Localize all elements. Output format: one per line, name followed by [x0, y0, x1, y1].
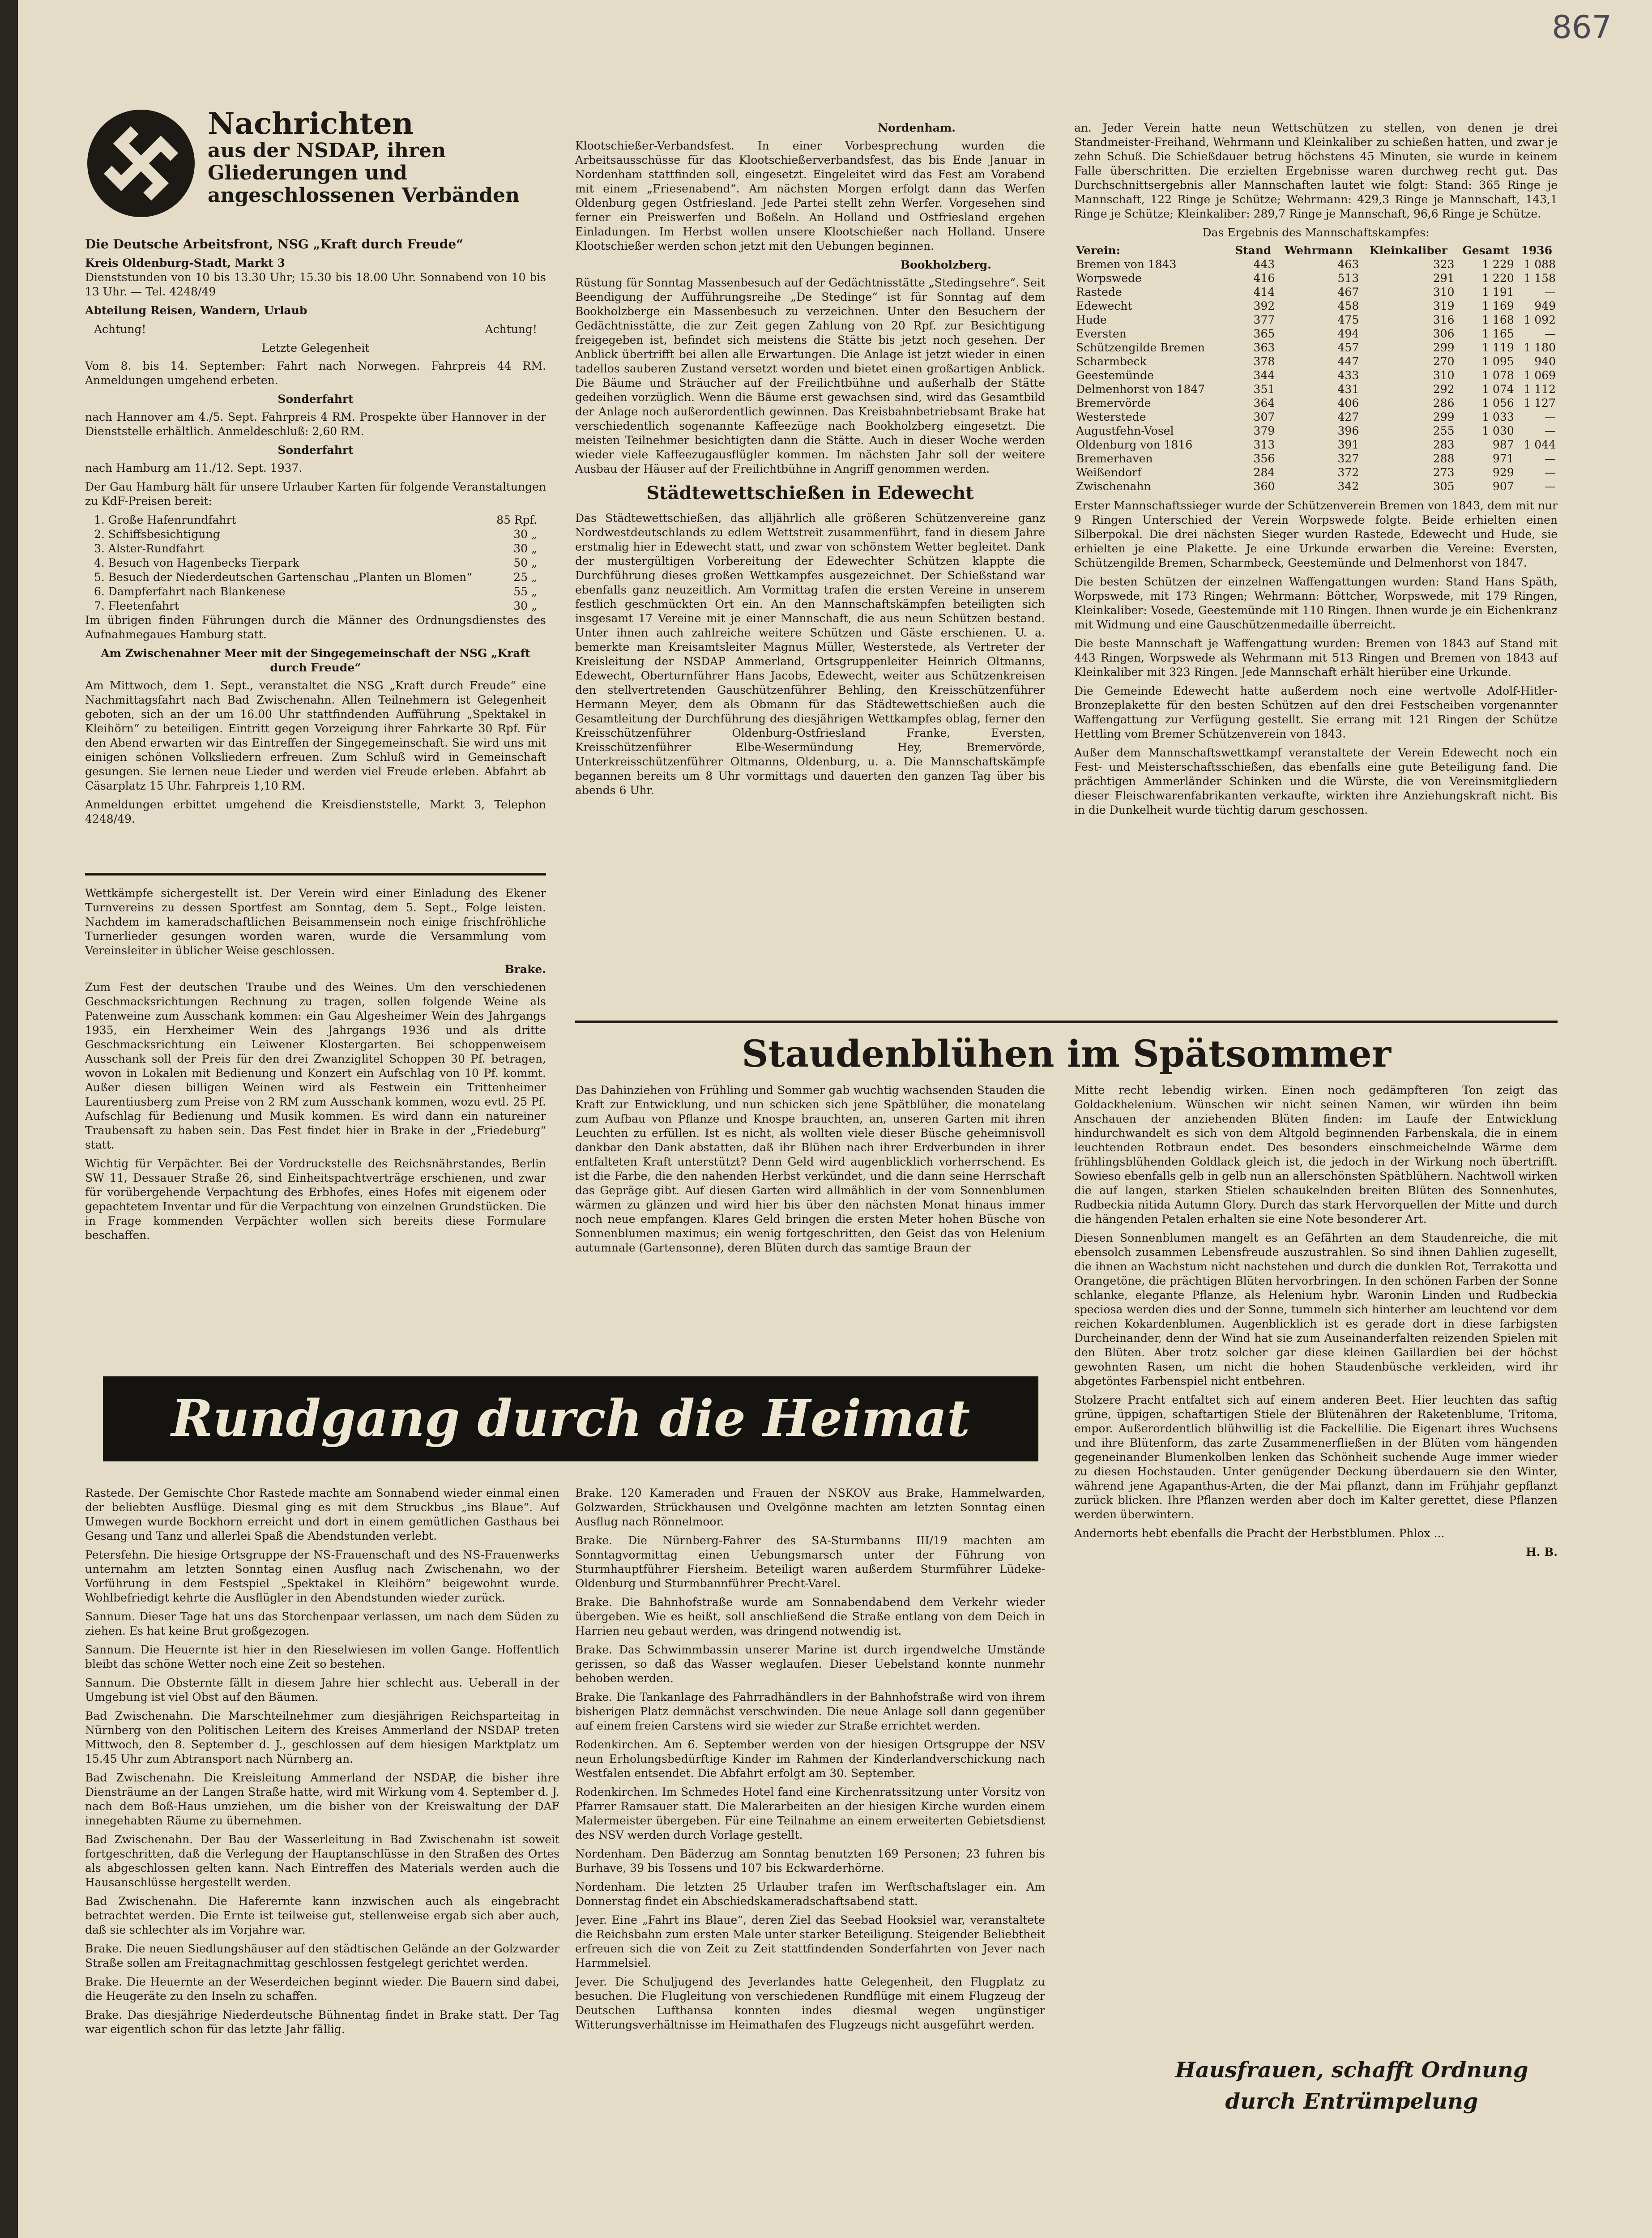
table-cell: 273	[1433, 466, 1455, 479]
table-cell: 427	[1337, 410, 1359, 423]
table-row	[1074, 313, 1558, 327]
table-cell: 255	[1433, 424, 1455, 437]
table-cell: 378	[1253, 355, 1275, 368]
table-cell: 299	[1433, 341, 1455, 354]
table-cell: 360	[1253, 480, 1275, 493]
table-cell: 414	[1253, 286, 1275, 299]
nsdap-title: Nachrichten	[208, 107, 414, 141]
table-cell: 1 229	[1482, 258, 1514, 271]
table-cell: 286	[1433, 397, 1455, 410]
table-row	[1074, 257, 1558, 271]
list-item: 7. Fleetenfahrt 30 „	[94, 599, 537, 612]
table-cell: Westerstede	[1076, 410, 1146, 423]
banner-title: Rundgang durch die Heimat	[171, 1389, 970, 1448]
table-row	[1074, 382, 1558, 396]
hannover-trip: nach Hannover am 4./5. Sept. Fahrpreis 4 RM. Prospekte über Hannover in der Dienststelle erhältlich. Anmeldeschluß: 2,60 RM.	[85, 410, 546, 438]
table-cell: Weißendorf	[1076, 466, 1142, 479]
table-row	[1074, 341, 1558, 354]
anmeldung: Anmeldungen erbittet umgehend die Kreisdienststelle, Markt 3, Telephon 4248/49.	[85, 798, 546, 825]
table-cell: 288	[1433, 452, 1455, 465]
table-cell: 1 092	[1524, 313, 1556, 326]
column-header: 1936	[1521, 244, 1553, 257]
table-cell: 392	[1253, 299, 1275, 312]
news-item: Brake. Die Bahnhofstraße wurde am Sonnabendabend dem Verkehr wieder übergeben. Wie es heißt, soll anschließend die Straße entlang von dem Deich in Harrien neu gebaut werden, was dringend notwendig ist.	[575, 1596, 1045, 1637]
table-cell: Geestemünde	[1076, 369, 1154, 382]
column-header: Kleinkaliber	[1369, 244, 1447, 257]
dateline: Bookholzberg.	[900, 258, 991, 271]
table-cell: 1 033	[1482, 410, 1514, 423]
kreis-heading: Kreis Oldenburg-Stadt, Markt 3	[85, 256, 285, 269]
table-cell: Hude	[1076, 313, 1107, 326]
stauden-column-1	[575, 1083, 1045, 1370]
table-cell: 307	[1253, 410, 1275, 423]
table-header-row	[1074, 243, 1558, 257]
news-item: Brake. Die Nürnberg-Fahrer des SA-Sturmbanns III/19 machten am Sonntagvormittag einen Uebungsmarsch unter der Führung von Sturmhauptführer Fiersheim. Beteiligt waren außerdem Sturmführer Lüdeke-Oldenburg und Sturmbannführer Precht-Varel.	[575, 1534, 1045, 1590]
traube-text: Zum Fest der deutschen Traube und des Weines. Um den verschiedenen Geschmacksrichtungen Rechnung zu tragen, sollen folgende Weine als Patenweine zum Ausschank kommen: ein Gau Algesheimer Wein des Jahrgangs 1935, ein Herxheimer Wein des Jahrgangs 1936 und als dritte Geschmacksrichtung ein Leiwener Klostergarten. Bei schoppenweisem Ausschank soll der Preis für den drei Zwanziglitel Schoppen 30 Pf. betragen, wovon in Lokalen mit Bedienung und Konzert ein Aufschlag von 10 Pf. kommt. Außer diesen billigen Weinen wird als Festwein ein Trittenheimer Laurentiusberg zum Preise von 2 RM zum Ausschank kommen, wozu evtl. 25 Pf. Aufschlag für Bedienung und Musik kommen. Es wird dann ein natureiner Traubensaft zu haben sein. Das Fest findet hier in Brake in der „Friedeburg“ statt.	[85, 981, 546, 1151]
table-row	[1074, 466, 1558, 479]
news-item: Jever. Die Schuljugend des Jeverlandes hatte Gelegenheit, den Flugplatz zu besuchen. Die Flugleitung von verschiedenen Rundflüge mit einem Flugzeug der Deutschen Lufthansa konnten indes diesmal wegen ungünstiger Witterungsverhältnisse im Heimathafen des Flugzeugs nicht ausgeführt werden.	[575, 1975, 1045, 2031]
column-header: Verein:	[1076, 244, 1120, 257]
table-row	[1074, 479, 1558, 493]
news-item: Rodenkirchen. Am 6. September werden von der hiesigen Ortsgruppe der NSV neun Erholungsbedürftige Kinder im Rahmen der Kinderlandverschickung nach Westfalen entsendet. Die Abfahrt erfolgt am 30. September.	[575, 1738, 1045, 1780]
table-cell: 1 088	[1524, 258, 1556, 271]
column-2-news	[575, 121, 1045, 1016]
news-item: Brake. 120 Kameraden und Frauen der NSKOV aus Brake, Hammelwarden, Golzwarden, Strückhausen und Ovelgönne machten am letzten Sonntag einen Ausflug nach Rönnelmoor.	[575, 1486, 1045, 1528]
table-cell: 284	[1253, 466, 1275, 479]
fuehrungen: Im übrigen finden Führungen durch die Männer des Ordnungsdienstes des Aufnahmegaues Hamburg statt.	[85, 614, 546, 641]
table-cell: 306	[1433, 327, 1455, 340]
newspaper-page	[18, 0, 1652, 2238]
table-cell: 313	[1253, 438, 1275, 451]
klootschiesser-text: Klootschießer-Verbandsfest. In einer Vorbesprechung wurden die Arbeitsausschüsse für das Klootschießerverbandsfest, das bis Ende Januar in Nordenham stattfinden soll, eingesetzt. Eingeleitet wird das Fest am Vorabend mit einem „Friesenabend“. Am nächsten Morgen erfolgt dann das Werfen Oldenburg gegen Ostfriesland. Jede Partei stellt zehn Werfer. Vorgesehen sind ferner ein Preiswerfen und Boßeln. An Holland und Ostfriesland ergehen Einladungen. Im Herbst wollen unsere Klootschießer nach Holland. Unsere Klootschießer werden schon jetzt mit den Uebungen beginnen.	[575, 139, 1045, 252]
table-cell: Edewecht	[1076, 299, 1132, 312]
org-heading: Die Deutsche Arbeitsfront, NSG „Kraft durch Freude“	[85, 237, 464, 252]
table-cell: 305	[1433, 480, 1455, 493]
column-1-news	[85, 886, 546, 1370]
table-cell: —	[1545, 480, 1556, 493]
table-cell: 1 112	[1524, 383, 1556, 396]
nsdap-subtitle-line: Gliederungen und	[208, 162, 407, 184]
column-header: Gesamt	[1462, 244, 1510, 257]
table-cell: 1 191	[1482, 286, 1514, 299]
news-item: Bad Zwischenahn. Der Bau der Wasserleitung in Bad Zwischenahn ist soweit fortgeschritten, daß die Verlegung der Hauptanschlüsse in den Straßen des Ortes als abgeschlossen gelten kann. Nach Eintreffen des Materials werden auch die Hausanschlüsse hergestellt werden.	[85, 1833, 559, 1889]
news-item: Nordenham. Den Bäderzug am Sonntag benutzten 169 Personen; 23 fuhren bis Burhave, 39 bis Tossens und 107 bis Eckwarderhörne.	[575, 1847, 1045, 1875]
table-cell: 310	[1433, 369, 1455, 382]
table-cell: Bremervörde	[1076, 397, 1151, 410]
table-row	[1074, 410, 1558, 424]
table-cell: 467	[1337, 286, 1359, 299]
abteilung-label: Abteilung Reisen, Wandern, Urlaub	[85, 304, 307, 317]
turnverein-text: Wettkämpfe sichergestellt ist. Der Verein wird einer Einladung des Ekener Turnvereins zu dessen Sportfest am Sonntag, dem 5. Sept., Folge leisten. Nachdem im kameradschaftlichen Beisammensein noch einige frischfröhliche Turnerlieder gesungen worden waren, wurde die Versammlung vom Vereinsleiter in üblicher Weise geschlossen.	[85, 887, 546, 957]
swastika-emblem-icon	[85, 107, 197, 219]
news-item: Sannum. Die Obsternte fällt in diesem Jahre hier schlecht aus. Ueberall in der Umgebung ist viel Obst auf den Bäumen.	[85, 1676, 559, 1704]
price-list	[85, 513, 546, 613]
table-cell: 447	[1337, 355, 1359, 368]
news-item: Jever. Eine „Fahrt ins Blaue“, deren Ziel das Seebad Hooksiel war, veranstaltete die Reichsbahn zum ersten Male unter starker Beteiligung. Steigender Beliebtheit erfreuen sich die von Zeit zu Zeit stattfindenden Sonderfahrten von Jever nach Harmmelsiel.	[575, 1913, 1045, 1969]
hamburg-trip: nach Hamburg am 11./12. Sept. 1937.	[85, 461, 303, 474]
table-cell: Bremen von 1843	[1076, 258, 1177, 271]
schiessen-intro: an. Jeder Verein hatte neun Wettschützen zu stellen, von denen je drei Standmeister-Freihand, Wehrmann und Kleinkaliber zu schießen hatten, und zwar je zehn Schuß. Die Schießdauer betrug höchstens 45 Minuten, sie wurde in keinem Falle überschritten. Die erzielten Ergebnisse waren durchweg recht gut. Das Durchschnittsergebnis aller Mannschaften lautet wie folgt: Stand: 365 Ringe je Mannschaft, 122 Ringe je Schütze; Wehrmann: 429,3 Ringe je Mannschaft, 143,1 Ringe je Schütze; Kleinkaliber: 289,7 Ringe je Mannschaft, 96,6 Ringe je Schütze.	[1074, 121, 1558, 220]
table-cell: 379	[1253, 424, 1275, 437]
list-item: 2. Schiffsbesichtigung 30 „	[94, 528, 537, 541]
table-cell: 1 127	[1524, 397, 1556, 410]
sonderfahrt-label: Sonderfahrt	[277, 393, 354, 406]
table-cell: 1 078	[1482, 369, 1514, 382]
table-cell: 513	[1337, 272, 1359, 285]
table-row	[1074, 452, 1558, 466]
table-cell: 323	[1433, 258, 1455, 271]
table-cell: 363	[1253, 341, 1275, 354]
table-cell: 431	[1337, 383, 1359, 396]
table-cell: —	[1545, 410, 1556, 423]
table-row	[1074, 271, 1558, 285]
table-row	[1074, 368, 1558, 382]
bookholzberg-text: Rüstung für Sonntag Massenbesuch auf der Gedächtnisstätte „Stedingsehre“. Seit Beendigung der Aufführungsreihe „De Stedinge“ ist für Sonntag auf dem Bookholzberge ein Massenbesuch zu verzeichnen. Unter den Besuchern der Gedächtnisstätte, die zur Zeit gegen Zahlung von 20 Rpf. zur Besichtigung freigegeben ist, befindet sich meistens die Stätte bis jetzt noch gesehen. Der Anblick übertrifft bei allen alle Erwartungen. Die Anlage ist jetzt wieder in einen tadellos sauberen Zustand versetzt worden und bietet einen großartigen Anblick. Die Bäume und Sträucher auf der Freilichtbühne und außerhalb der Stätte gedeihen vorzüglich. Wenn die Bäume erst gewachsen sind, wird das Gesamtbild der Anlage noch außerordentlich gewinnen. Das Kreisbahnbetriebsamt Brake hat verschiedentlich sogenannte Kaffeezüge nach Bookholzberg eingesetzt. Die meisten Teilnehmer besichtigten dann die Stätte. Auch in dieser Woche werden wieder viele Kaffeezugausflügler kommen. Im nächsten Jahr soll der weitere Ausbau der Häuser auf der Freilichtbühne in Angriff genommen werden.	[575, 276, 1045, 475]
stauden-column-2	[1074, 1083, 1558, 1978]
norway-trip: Vom 8. bis 14. September: Fahrt nach Norwegen. Fahrpreis 44 RM. Anmeldungen umgehend erbeten.	[85, 359, 546, 387]
table-cell: —	[1545, 424, 1556, 437]
news-item: Brake. Die Tankanlage des Fahrradhändlers in der Bahnhofstraße wird von ihrem bisherigen Platz demnächst verschwinden. Die neue Anlage soll dann gegenüber auf einem freien Carstens wird sie wieder zur Straße errichtet werden.	[575, 1691, 1045, 1732]
news-item: Rodenkirchen. Im Schmedes Hotel fand eine Kirchenratssitzung unter Vorsitz von Pfarrer Ramsauer statt. Die Malerarbeiten an der hiesigen Kirche wurden einem Malermeister übergeben. Für eine Teilnahme an einem erweiterten Gebietsdienst des NSV werden durch Vorlage gestellt.	[575, 1785, 1045, 1841]
news-item: Sannum. Die Heuernte ist hier in den Rieselwiesen im vollen Gange. Hoffentlich bleibt das schöne Wetter noch eine Zeit so bestehen.	[85, 1643, 559, 1670]
table-cell: 351	[1253, 383, 1275, 396]
list-item: 3. Alster-Rundfahrt 30 „	[94, 542, 537, 555]
table-cell: 310	[1433, 286, 1455, 299]
table-row	[1074, 354, 1558, 368]
column-header: Wehrmann	[1285, 244, 1353, 257]
table-cell: 1 095	[1482, 355, 1514, 368]
table-cell: 1 165	[1482, 327, 1514, 340]
beste-mannschaft: Die beste Mannschaft je Waffengattung wurden: Bremen von 1843 auf Stand mit 443 Ringen, Worpswede als Wehrmann mit 513 Ringen und Bremen von 1843 auf Kleinkaliber mit 323 Ringen. Jede Mannschaft erhält hierüber eine Urkunde.	[1074, 637, 1558, 679]
result-table-title: Das Ergebnis des Mannschaftskampfes:	[1202, 226, 1430, 239]
table-cell: —	[1545, 327, 1556, 340]
nsdap-subtitle-line: aus der NSDAP, ihren	[208, 139, 446, 162]
list-item: 6. Dampferfahrt nach Blankenese 55 „	[94, 585, 537, 598]
news-item: Brake. Das diesjährige Niederdeutsche Bühnentag findet in Brake statt. Der Tag war eigentlich schon für das letzte Jahr fällig.	[85, 2008, 559, 2036]
table-row	[1074, 396, 1558, 410]
table-cell: 1 056	[1482, 397, 1514, 410]
table-row	[1074, 285, 1558, 299]
table-cell: 443	[1253, 258, 1275, 271]
table-cell: Scharmbeck	[1076, 355, 1147, 368]
table-cell: 1 169	[1482, 299, 1514, 312]
gau-hamburg: Der Gau Hamburg hält für unsere Urlauber Karten für folgende Veranstaltungen zu KdF-Preisen bereit:	[85, 480, 546, 508]
table-cell: 475	[1337, 313, 1359, 326]
signature: H. B.	[1526, 1546, 1558, 1559]
hausfrauen-line: Hausfrauen, schafft Ordnung	[1175, 2058, 1528, 2083]
table-cell: 1 074	[1482, 383, 1514, 396]
table-cell: 457	[1337, 341, 1359, 354]
table-cell: 1 030	[1482, 424, 1514, 437]
table-cell: 494	[1337, 327, 1359, 340]
nsdap-subtitle-line: angeschlossenen Verbänden	[208, 184, 520, 207]
stauden-text: Andernorts hebt ebenfalls die Pracht der Herbstblumen. Phlox ...	[1074, 1527, 1445, 1540]
news-item: Petersfehn. Die hiesige Ortsgruppe der NS-Frauenschaft und des NS-Frauenwerks unternahm am letzten Sonntag einen Ausflug nach Zwischenahn, wo der Vorführung in dem Festspiel „Spektakel in Kleihörn“ beigewohnt wurde. Wohlbefriedigt kehrte die Ausflügler in den Abendstunden wieder zurück.	[85, 1548, 559, 1604]
table-cell: 372	[1337, 466, 1359, 479]
zwischenahn-text: Am Mittwoch, dem 1. Sept., veranstaltet die NSG „Kraft durch Freude“ eine Nachmittagsfahrt nach Bad Zwischenahn. Allen Teilnehmern ist Gelegenheit geboten, sich an der um 16.00 Uhr stattfindenden Aufführung „Spektakel in Kleihörn“ zu beteiligen. Eintritt gegen Vorzeigung ihrer Fahrkarte 30 Rpf. Für den Abend erwarten wir das Eintreffen der Singegemeinschaft. Sie wird uns mit einigen schönen Volksliedern erfreuen. Zum Schluß wird in Gemeinschaft gesungen. Sie lernen neue Lieder und werden viel Freude erleben. Abfahrt ab Cäsarplatz 15 Uhr. Fahrpreis 1,10 RM.	[85, 679, 546, 792]
hausfrauen-notice	[1137, 2054, 1567, 2144]
staedtewettschiessen-text: Das Städtewettschießen, das alljährlich alle größeren Schützenvereine ganz Nordwestdeutschlands zu edlem Wettstreit zusammenführt, fand in diesem Jahre erstmalig hier in Edewecht statt, und zwar von schönstem Wetter begleitet. Dank der mustergültigen Vorbereitung der Edewechter Schützen klappte die Durchführung dieses großen Wettkampfes ausgezeichnet. Der Schießstand war ebenfalls ganz neuzeitlich. Am Vormittag trafen die ersten Vereine in unserem festlich geschmückten Ort ein. An den Mannschaftskämpfen beteiligten sich insgesamt 17 Vereine mit je einer Mannschaft, die aus neun Schützen bestand. Unter ihnen auch zahlreiche weitere Schützen und Gäste erschienen. U. a. bemerkte man Kreisamtsleiter Magnus Müller, Westerstede, als Vertreter der Kreisleitung der NSDAP Ammerland, Ortsgruppenleiter Heinrich Oltmanns, Edewecht, Oberturnführer Hans Jacobs, Edewecht, weiter aus Schützenkreisen den stellvertretenden Gauschützenführer Behling, den Kreisschützenführer Hermann Meyer, dem als Obmann für das Städtewettschießen auch die Gesamtleitung der Durchführung des diesjährigen Wettkampfes oblag, ferner den Kreisschützenführer Oldenburg-Ostfriesland Franke, Eversten, Kreisschützenführer Elbe-Wesermündung Hey, Bremervörde, Unterkreisschützenführer Oltmanns, Oldenburg, u. a. Die Mannschaftskämpfe begannen bereits um 8 Uhr vormittags und dauerten den ganzen Tag über bis abends 6 Uhr.	[575, 512, 1045, 797]
stauden-text: Stolzere Pracht entfaltet sich auf einem anderen Beet. Hier leuchten das saftig grüne, üppigen, schaftartigen Stiele der Blütenähren der Raketenblume, Tritoma, empor. Außerordentlich blühwillig ist die Fackellilie. Die Eigenart ihres Wuchsens und ihre Blütenform, das zarte Zusammenerfließen in der Blüten vom hängenden gegeneinander Blumenkolben lenken das Schönheit suchende Auge immer wieder zu diesen Hochstauden. Unter genügender Deckung überdauern sie den Winter, während jene Agapanthus-Arten, die der Mai pflanzt, dann im Frühjahr gepflanzt zurück blicken. Ihre Pflanzen werden aber doch im Kalter gerettet, diese Pflanzen werden überwintern.	[1074, 1393, 1558, 1521]
table-cell: Delmenhorst von 1847	[1076, 383, 1205, 396]
table-cell: 292	[1433, 383, 1455, 396]
news-item: Bad Zwischenahn. Die Marschteilnehmer zum diesjährigen Reichsparteitag in Nürnberg von den Politischen Leitern des Kreises Ammerland der NSDAP treten Mittwoch, den 8. September d. J., geschlossen auf dem hiesigen Marktplatz um 15.45 Uhr zum Abtransport nach Nürnberg an.	[85, 1709, 559, 1765]
table-cell: 907	[1492, 480, 1514, 493]
section-heading: Städtewettschießen in Edewecht	[646, 483, 974, 504]
table-cell: 270	[1433, 355, 1455, 368]
table-cell: Oldenburg von 1816	[1076, 438, 1193, 451]
table-cell: 416	[1253, 272, 1275, 285]
table-cell: Bremerhaven	[1076, 452, 1153, 465]
table-row	[1074, 327, 1558, 341]
list-item: 1. Große Hafenrundfahrt 85 Rpf.	[94, 513, 537, 526]
table-cell: Schützengilde Bremen	[1076, 341, 1205, 354]
table-cell: 364	[1253, 397, 1275, 410]
stauden-text: Mitte recht lebendig wirken. Einen noch gedämpfteren Ton zeigt das Goldackhelenium. Wünschen wir nicht seinen Namen, wir würden ihn beim Anschauen der anziehenden Blüten finden: im Laufe der Entwicklung hindurchwandelt es sich von dem Altgold beginnenden Farbenskala, die in einem leuchtenden Rotbraun endet. Des besonders einschmeichelnde Wärme dem frühlingsblühenden Goldlack gleich ist, die jedoch in der Wirkung noch übertrifft. Sowieso ebenfalls gelb in gelb nun an allerschönsten Spätblühern. Nachtwoll wirken die auf langen, starken Stielen schaukelnden breiten Blüten des Sonnenhutes, Rudbeckia nitida Autumn Glory. Durch das stark Hervorquellen der Mitte und durch die hängenden Petalen erhalten sie eine Note besonderer Art.	[1074, 1084, 1558, 1226]
table-cell: 940	[1534, 355, 1556, 368]
table-cell: 971	[1492, 452, 1514, 465]
table-cell: —	[1545, 466, 1556, 479]
news-item: Sannum. Dieser Tage hat uns das Storchenpaar verlassen, um nach dem Süden zu ziehen. Es hat keine Brut großgezogen.	[85, 1610, 559, 1637]
table-cell: 1 220	[1482, 272, 1514, 285]
hausfrauen-line: durch Entrümpelung	[1225, 2089, 1478, 2114]
table-cell: 356	[1253, 452, 1275, 465]
verpaechter-text: Wichtig für Verpächter. Bei der Vordruckstelle des Reichsnährstandes, Berlin SW 11, Dessauer Straße 26, sind Einheitspachtverträge erschienen, und zwar für vorübergehende Verpachtung des Erbhofes, eines Hofes mit eigenem oder gepachtetem Inventar und für die Verpachtung von einzelnen Grundstücken. Die in Frage kommenden Verpächter wollen sich bereits diese Formulare beschaffen.	[85, 1157, 546, 1242]
letzte-label: Letzte Gelegenheit	[261, 342, 370, 354]
table-row	[1074, 299, 1558, 313]
column-header: Stand	[1235, 244, 1272, 257]
results-table	[1074, 243, 1558, 493]
stauden-text: Das Dahinziehen von Frühling und Sommer gab wuchtig wachsenden Stauden die Kraft zur Entwicklung, und nun schicken sich jene Spätblüher, die monatelang zum Aufbau von Pflanze und Knospe brauchten, an, unseren Garten mit ihren Leuchten zu erfüllen. Ist es nicht, als wollten viele dieser Büsche geheimnisvoll dankbar den Dank abstatten, daß ihr Blühen nach ihrer Erdverbunden in ihrer entfalteten Kraft unterstützt? Denn Geld wird augenblicklich vorherrschend. Es ist die Farbe, die den nahenden Herbst verkündet, und die dann seine Herrschaft das Gepräge gibt. Auf diesen Garten wird allmählich in der vom Sonnenblumen wärmen zu glänzen und wird hier bis über den nächsten Monat hinaus immer noch neue empfangen. Klares Geld bringen die ersten Meter hohen Büsche von Sonnenblumen maximus; ein wenig fortgeschritten, den Geist das von Helenium autumnale (Gartensonne), deren Blüten durch das samtige Braun der	[575, 1084, 1045, 1254]
news-item: Rastede. Der Gemischte Chor Rastede machte am Sonnabend wieder einmal einen der beliebten Ausflüge. Diesmal ging es mit dem Struckbus „ins Blaue“. Auf Umwegen wurde Bockhorn erreicht und dort in einem gemütlichen Gasthaus bei Gesang und Tanz und allerlei Spaß die Abendstunden verlebt.	[85, 1486, 559, 1542]
table-cell: 1 168	[1482, 313, 1514, 326]
table-cell: 1 158	[1524, 272, 1556, 285]
news-item: Bad Zwischenahn. Die Haferernte kann inzwischen auch als eingebracht betrachtet werden. Die Ernte ist teilweise gut, stellenweise ergab sich aber auch, daß sie schlechter als im Vorjahre war.	[85, 1895, 559, 1936]
table-cell: 316	[1433, 313, 1455, 326]
zwischenahn-heading: Am Zwischenahner Meer mit der Singegemeinschaft der NSG „Kraft durch Freude“	[101, 647, 530, 674]
table-cell: 987	[1492, 438, 1514, 451]
results-table-body	[1074, 257, 1558, 493]
table-cell: Zwischenahn	[1076, 480, 1151, 493]
table-cell: —	[1545, 286, 1556, 299]
table-cell: 1 044	[1524, 438, 1556, 451]
table-cell: 458	[1337, 299, 1359, 312]
table-cell: 291	[1433, 272, 1455, 285]
table-cell: 283	[1433, 438, 1455, 451]
table-cell: 319	[1433, 299, 1455, 312]
dateline: Brake.	[504, 963, 546, 976]
table-cell: 1 069	[1524, 369, 1556, 382]
gemeinde-text: Die Gemeinde Edewecht hatte außerdem noch eine wertvolle Adolf-Hitler-Bronzeplakette für den besten Schützen auf den drei Festscheiben vorgenannter Waffengattung zur Verfügung gestellt. Sie errang mit 121 Ringen der Schütze Hettling vom Bremer Schützenverein von 1843.	[1074, 684, 1558, 740]
office-hours: Dienststunden von 10 bis 13.30 Uhr; 15.30 bis 18.00 Uhr. Sonnabend von 10 bis 13 Uhr. — Tel. 4248/49	[85, 271, 546, 298]
table-row	[1074, 424, 1558, 438]
divider	[85, 873, 546, 876]
stauden-text: Diesen Sonnenblumen mangelt es an Gefährten an dem Staudenreiche, die mit ebensolch zusammen Lebensfreude auszustrahlen. So sind ihnen Dahlien zugesellt, die ihnen an Wachstum nicht nachstehen und durch die dunklen Rot, Terrakotta und Orangetöne, die prächtigen Blüten hervorbringen. In den schönen Farben der Sonne schlanke, elegante Pflanze, als Helenium hybr. Waronin Linden und Rudbeckia speciosa werden dies und der Sonne, tummeln sich hinterher am leuchtend vor dem reichen Kokardenblumen. Augenblicklich ist es gerade dort in diese farbigsten Durcheinander, denn der Wind hat sie zum Auseinanderfalten reizenden Spielen mit den Blüten. Aber trotz solcher gar diese kleinen Gaillardien bei der höchst gewohnten Rasen, um nicht die hohen Staudenbüsche verkleiden, wird ihr abgetöntes Farbenspiel nicht entbehren.	[1074, 1231, 1558, 1388]
table-cell: Rastede	[1076, 286, 1122, 299]
dateline: Nordenham.	[878, 121, 956, 134]
table-cell: 377	[1253, 313, 1275, 326]
table-cell: 406	[1337, 397, 1359, 410]
news-item: Nordenham. Die letzten 25 Urlauber trafen im Werftschaftslager ein. Am Donnerstag findet ein Abschiedskameradschaftsabend statt.	[575, 1880, 1045, 1908]
nsdap-announcements	[85, 107, 546, 868]
rundgang-banner	[103, 1376, 1038, 1461]
table-cell: —	[1545, 452, 1556, 465]
stauden-title: Staudenblühen im Spätsommer	[742, 1033, 1391, 1076]
table-cell: 463	[1337, 258, 1359, 271]
table-cell: 396	[1337, 424, 1359, 437]
column-3-news	[1074, 121, 1558, 1021]
table-cell: 391	[1337, 438, 1359, 451]
table-row	[1074, 438, 1558, 452]
table-cell: 1 180	[1524, 341, 1556, 354]
rundgang-column-1	[85, 1486, 559, 2238]
sieger-text: Erster Mannschaftssieger wurde der Schützenverein Bremen von 1843, dem mit nur 9 Ringen Unterschied der Verein Worpswede folgte. Beide erhielten einen Silberpokal. Die drei nächsten Sieger wurden Rastede, Edewecht und Hude, sie erhielten je eine Plakette. Je eine Urkunde erwarben die Vereine: Eversten, Schützengilde Bremen, Scharmbeck, Geestemünde und Delmenhorst von 1847.	[1074, 499, 1558, 569]
ausser-text: Außer dem Mannschaftswettkampf veranstaltete der Verein Edewecht noch ein Fest- und Meisterschaftsschießen, das ebenfalls eine gute Beteiligung fand. Die prächtigen Ammerländer Schinken und die Würste, die von Vereinsmitgliedern dieser Fleischwarenfabrikanten verkaufte, wirkten ihre Anziehungskraft nicht. Bis in die Dunkelheit wurde tüchtig darum geschossen.	[1074, 746, 1558, 816]
achtung-label: Achtung!	[94, 323, 146, 336]
table-cell: 344	[1253, 369, 1275, 382]
table-cell: 299	[1433, 410, 1455, 423]
table-cell: 929	[1492, 466, 1514, 479]
table-cell: 365	[1253, 327, 1275, 340]
table-cell: 327	[1337, 452, 1359, 465]
list-item: 5. Besuch der Niederdeutschen Gartenschau „Planten un Blomen“ 25 „	[94, 571, 537, 584]
table-cell: Worpswede	[1076, 272, 1142, 285]
beste-schuetzen: Die besten Schützen der einzelnen Waffengattungen wurden: Stand Hans Späth, Worpswede, mit 173 Ringen; Wehrmann: Böttcher, Worpswede, mit 179 Ringen, Kleinkaliber: Vosede, Geestemünde mit 110 Ringen. Ihnen wurde je ein Eichenkranz mit Widmung und eine Gauschützenmedaille überreicht.	[1074, 575, 1558, 631]
table-cell: Eversten	[1076, 327, 1127, 340]
achtung-label: Achtung!	[485, 323, 537, 336]
divider	[575, 1021, 1558, 1023]
table-cell: 342	[1337, 480, 1359, 493]
news-item: Brake. Die Heuernte an der Weserdeichen beginnt wieder. Die Bauern sind dabei, die Heugeräte zu den Inseln zu schaffen.	[85, 1975, 559, 2003]
rundgang-column-2	[575, 1486, 1045, 2148]
table-cell: 949	[1534, 299, 1556, 312]
table-cell: 433	[1337, 369, 1359, 382]
news-item: Brake. Die neuen Siedlungshäuser auf den städtischen Gelände an der Golzwarder Straße sollen am Freitagnachmittag geschlossen festgelegt gerichtet werden.	[85, 1942, 559, 1969]
sonderfahrt-label: Sonderfahrt	[277, 444, 354, 457]
page-number: 867	[1552, 9, 1612, 46]
news-item: Bad Zwischenahn. Die Kreisleitung Ammerland der NSDAP, die bisher ihre Diensträume an der Langen Straße hatte, wird mit Wirkung vom 4. September d. J. nach dem Boß-Haus umziehen, um die bisher von der Kreiswaltung der DAF innegehabten Räume zu übernehmen.	[85, 1771, 559, 1827]
news-item: Brake. Das Schwimmbassin unserer Marine ist durch irgendwelche Umstände gerissen, so daß das Wasser weglaufen. Dieser Uebelstand konnte nunmehr behoben werden.	[575, 1643, 1045, 1685]
table-cell: Augustfehn-Vosel	[1076, 424, 1174, 437]
list-item: 4. Besuch von Hagenbecks Tierpark 50 „	[94, 556, 537, 569]
table-cell: 1 119	[1482, 341, 1514, 354]
